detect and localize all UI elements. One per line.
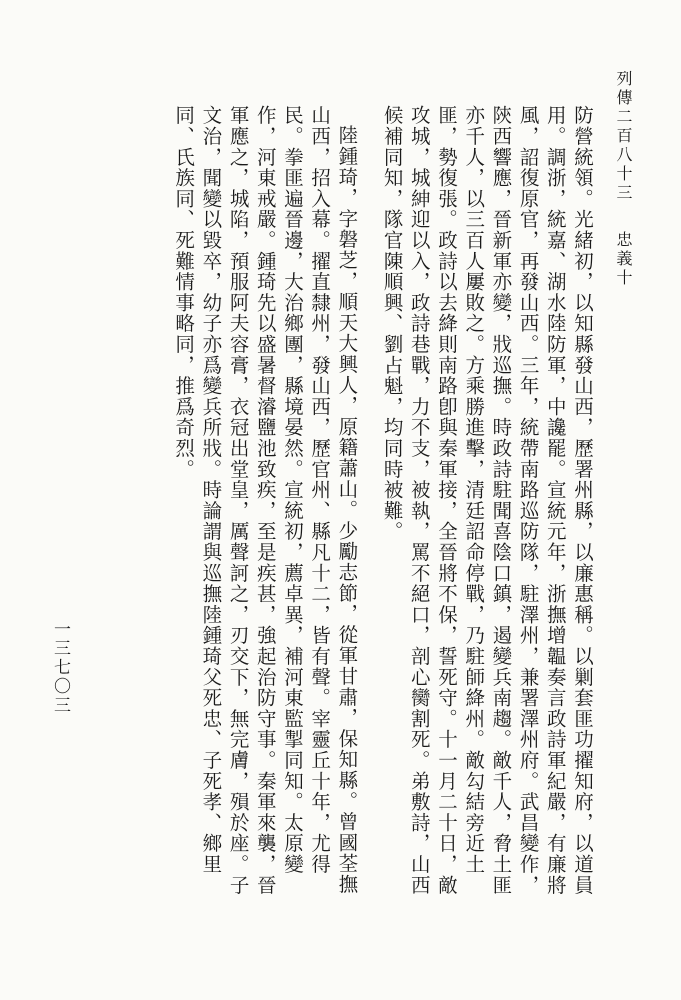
- page-number: 一三七〇三: [50, 620, 70, 715]
- main-text: [106, 105, 596, 905]
- header-section: 忠義十: [614, 231, 633, 288]
- header-volume: 列傳二百八十三: [614, 70, 633, 203]
- running-header: [615, 70, 631, 288]
- paragraph-biography-1: 防營統領。光緒初，以知縣發山西，歷署州縣，以廉惠稱。以剿套匪功擢知府，以道員用。調浙，統嘉、湖水陸防軍，中讒罷。宣統元年，浙撫增韞奏言政詩軍紀嚴，有廉將風，詔復原官，再發山西。三年，統帶南路巡防隊，駐澤州，兼署澤州府。武昌變作，陝西響應，晉新軍亦變，戕巡撫。時政詩駐聞喜陰口鎮，遏變兵南趨。敵千人，脅土匪亦千人，以三百人屢敗之。方乘勝進擊，清廷詔命停戰，乃駐師絳州。敵勾結旁近土匪，勢復張。政詩以去絳則南路卽與秦軍接，全晉將不保，誓死守。十一月二十日，敵攻城，城紳迎以入，政詩巷戰，力不支，被執，罵不絕口，剖心臠割死。弟敷詩，山西候補同知，隊官陳順興、劉占魁，均同時被難。: [380, 105, 594, 896]
- paragraph-biography-2: 陸鍾琦，字磐芝，順天大興人，原籍蕭山。少勵志節，從軍甘肅，保知縣。曾國荃撫山西，招入幕。擢直隸州，發山西，歷官州、縣凡十二，皆有聲。宰靈丘十年，尤得民。拳匪遍晉邊，大治鄉團，縣境晏然。宣統初，薦卓異，補河東監掣同知。太原變作，河東戒嚴。鍾琦先以盛暑督濬鹽池致疾，至是疾甚，強起治防守事。秦軍來襲，晉軍應之，城陷，預服阿夫容膏，衣冠出堂皇，厲聲訶之，刃交下，無完膚，殞於座。子文治，聞變以毀卒，幼子亦爲變兵所戕。時論謂與巡撫陸鍾琦父死忠、子死孝、鄉里同、氏族同、死難情事略同，推爲奇烈。: [172, 105, 359, 896]
